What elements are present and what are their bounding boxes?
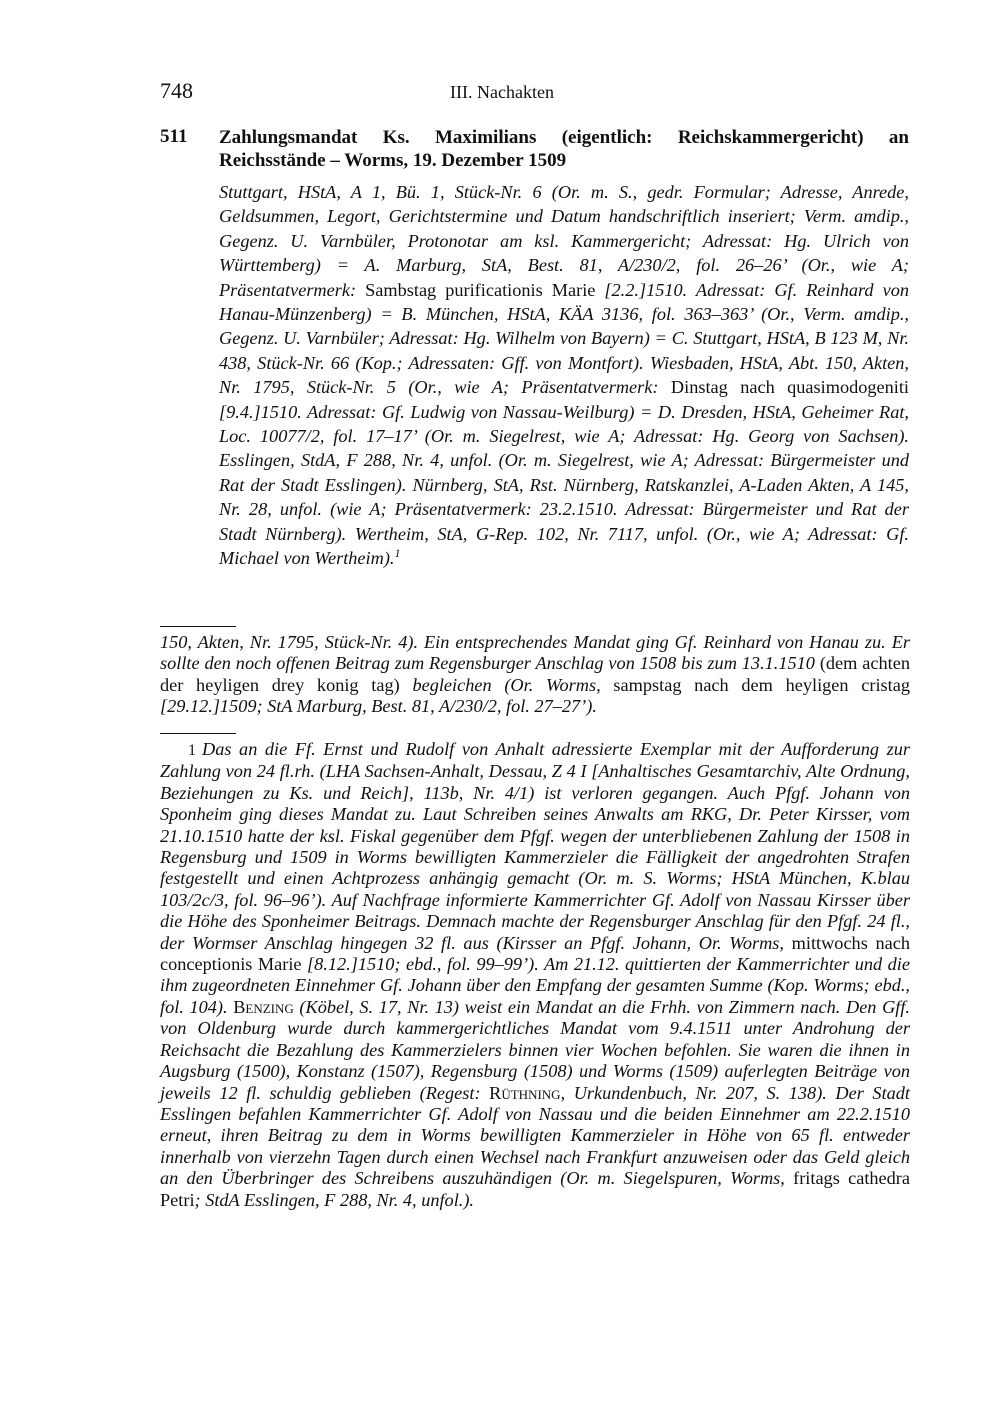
entry-number: 511 xyxy=(160,126,188,147)
footnote-text: fritags cathedra Petri xyxy=(160,1168,910,1210)
source-text: Stuttgart, HStA, A 1, Bü. 1, Stück-Nr. 6 (Or. m. S., gedr. Formular; Adresse, Anrede, Geldsummen, Legort, Gerichtstermine und Datum handschriftlich inseriert; Verm. amdip., Gegenz. U. Varnbüler, Protonotar am ksl. Kammergericht; Adressat: Hg. Ulrich von Württemberg) = A. Marburg, StA, Best. 81, A/230/2, fol. 26–26’ (Or., wie A; Präsentatvermerk: xyxy=(219,182,909,300)
source-apparatus xyxy=(219,180,909,571)
footnote-text: begleichen (Or. Worms, xyxy=(412,674,601,695)
author-name: Rüthning xyxy=(489,1082,561,1103)
source-text: [2.2.]1510. Adressat: Gf. Reinhard von Hanau-Münzenberg) = B. München, HStA, KÄA 3136, fol. 363–363’ (Or., Verm. amdip., Gegenz. U. Varnbüler; Adressat: Hg. Wilhelm von Bayern) = C. Stuttgart, HStA, B 123 M, Nr. 438, Stück-Nr. 66 (Kop.; Adressaten: Gff. von Montfort). Wiesbaden, HStA, Abt. 150, Akten, Nr. 1795, Stück-Nr. 5 (Or., wie A; Präsentatvermerk: xyxy=(219,279,909,398)
source-text: Sambstag purificationis Marie xyxy=(365,279,596,300)
footnote-text: Das an die Ff. Ernst und Rudolf von Anhalt adressierte Exemplar mit der Aufforderung zur Zahlung von 24 fl.rh. (LHA Sachsen-Anhalt, Dessau, Z 4 I [Anhaltisches Gesamtarchiv, Alte Ordnung, Beziehungen zu Ks. und Reich], 113b, Nr. 4/1) ist verloren gegangen. Auch Pfgf. Johann von Sponheim ging dieses Mandat zu. Laut Schreiben seines Anwalts am RKG, Dr. Peter Kirsser, vom 21.10.1510 hatte der ksl. Fiskal gegenüber dem Pfgf. wegen der unterbliebenen Zahlung der 1508 in Regensburg und 1509 in Worms bewilligten Kammerzieler die Fälligkeit der angedrohten Strafen festgestellt und einen Achtprozess anhängig gemacht (Or. m. S. Worms; HStA München, K.blau 103/2c/3, fol. 96–96’). Auf Nachfrage informierte Kammerrichter Gf. Adolf von Nassau Kirsser über die Höhe des Sponheimer Beitrags. Demnach machte der Regensburger Anschlag für den Pfgf. 24 fl., der Wormser Anschlag hingegen 32 fl. aus (Kirsser an Pfgf. Johann, Or. Worms, xyxy=(160,739,910,953)
footnote-text: ; StdA Esslingen, F 288, Nr. 4, unfol.). xyxy=(194,1189,474,1210)
source-text: Dinstag nach quasimodogeniti xyxy=(670,377,910,398)
footnote-1 xyxy=(160,739,910,1211)
footnote-text: [8.12.]1510; ebd., fol. 99–99’). Am 21.12. quittierten der Kammerrichter und die ihm zugeordneten Einnehmer Gf. Johann über den Empfang der gesamten Summe (Kop. Worms; ebd., fol. 104). xyxy=(160,954,910,1017)
footnote-text: (dem achten der heyligen drey konig tag) xyxy=(160,653,910,695)
source-text: [9.4.]1510. Adressat: Gf. Ludwig von Nassau-Weilburg) = D. Dresden, HStA, Geheimer Rat, Loc. 10077/2, fol. 17–17’ (Or. m. Siegelrest, wie A; Adressat: Hg. Georg von Sachsen). Esslingen, StdA, F 288, Nr. 4, unfol. (Or. m. Siegelrest, wie A; Adressat: Bürgermeister und Rat der Stadt Esslingen). Nürnberg, StA, Rst. Nürnberg, Ratskanzlei, A-Laden Akten, A 145, Nr. 28, unfol. (wie A; Präsentatvermerk: 23.2.1510. Adressat: Bürgermeister und Rat der Stadt Nürnberg). Wertheim, StA, G-Rep. 102, Nr. 7117, unfol. (Or., wie A; Adressat: Gf. Michael von Wertheim). xyxy=(219,401,909,569)
footnote-reference: 1 xyxy=(394,546,401,560)
author-name: Benzing xyxy=(233,996,294,1017)
footnote-rule xyxy=(160,733,236,734)
entry-title: Zahlungsmandat Ks. Maximilians (eigentlich: Reichskammergericht) an Reichsstände – Worms, 19. Dezember 1509 xyxy=(219,127,909,171)
footnote-continuation xyxy=(160,632,910,718)
footnote-text: , Urkundenbuch, Nr. 207, S. 138). Der Stadt Esslingen befahlen Kammerrichter Gf. Adolf von Nassau und die beiden Einnehmer am 22.2.1510 erneut, ihren Beitrag zu dem in Worms bewilligten Kammerzieler in Höhe von 65 fl. entweder innerhalb von vierzehn Tagen durch einen Wechsel nach Frankfurt anzuweisen oder das Geld gleich an den Überbringer des Schreibens auszuhändigen (Or. m. Siegelspuren, Worms, xyxy=(160,1082,911,1189)
page-number: 748 xyxy=(160,78,193,103)
running-head: III. Nachakten xyxy=(450,82,554,102)
footnote-text: 150, Akten, Nr. 1795, Stück-Nr. 4). Ein entsprechendes Mandat ging Gf. Reinhard von Hanau zu. Er sollte den noch offenen Beitrag zum Regensburger Anschlag von 1508 bis zum 13.1.1510 xyxy=(160,632,910,674)
footnote-text: sampstag nach dem heyligen cristag xyxy=(600,674,910,695)
footnote-mark: 1 xyxy=(188,742,196,759)
footnote-rule xyxy=(160,626,236,627)
footnote-text: mittwochs nach conceptionis Marie xyxy=(160,932,910,975)
footnote-text: (Köbel, S. 17, Nr. 13) weist ein Mandat an die Frhh. von Zimmern nach. Den Gff. von Oldenburg wurde durch kammergerichtliches Mandat vom 9.4.1511 unter Androhung der Reichsacht die Bezahlung des Kammerzielers binnen vier Wochen befohlen. Sie waren die ihnen in Augsburg (1500), Konstanz (1507), Regensburg (1508) und Worms (1509) auferlegten Beiträge von jeweils 12 fl. schuldig geblieben (Regest: xyxy=(160,996,910,1103)
footnote-text: [29.12.]1509; StA Marburg, Best. 81, A/230/2, fol. 27–27’). xyxy=(160,696,597,717)
